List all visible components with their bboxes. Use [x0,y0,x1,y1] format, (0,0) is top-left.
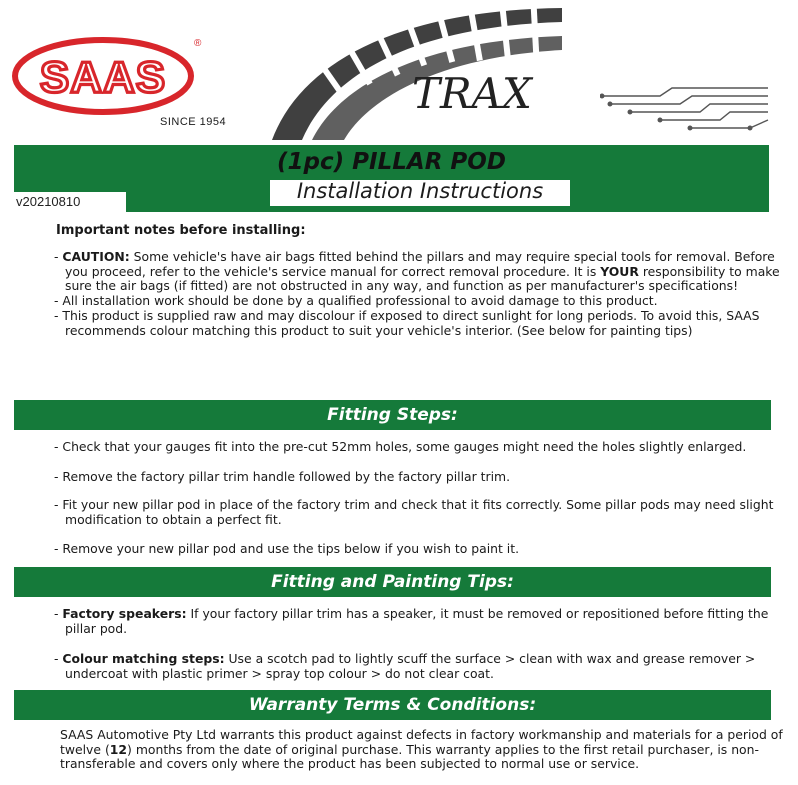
version-code: v20210810 [14,192,126,212]
circuit-lines-graphic [600,82,770,142]
tyre-track-graphic [262,0,562,145]
document-subtitle: Installation Instructions [296,179,544,203]
warranty-banner: Warranty Terms & Conditions: [14,690,771,720]
saas-logo [10,34,210,118]
registered-mark: ® [194,38,202,49]
painting-tips-banner: Fitting and Painting Tips: [14,567,771,597]
brand-wordmark: SAAS [39,53,167,102]
note-professional: - All installation work should be done by a qualified professional to avoid damage to this product. [54,293,658,308]
fitting-steps-banner: Fitting Steps: [14,400,771,430]
note-discolour: - This product is supplied raw and may discolour if exposed to direct sunlight for long periods. To avoid this, SAAS recommends colour matching this product to suit your vehicle's interior. (See below for painting tips) [54,308,760,338]
since-label: SINCE 1954 [160,116,227,128]
tip-factory-speakers: - Factory speakers: If your factory pillar trim has a speaker, it must be removed or repositioned before fitting the pillar pod. [54,606,769,636]
tip-colour-matching: - Colour matching steps: Use a scotch pad to lightly scuff the surface > clean with wax and grease remover > undercoat with plastic primer > spray top colour > do not clear coat. [54,651,756,681]
step-remove-trim: - Remove the factory pillar trim handle followed by the factory pillar trim. [54,469,511,484]
product-title: (1pc) PILLAR POD [277,149,506,175]
note-caution: - CAUTION: Some vehicle's have air bags fitted behind the pillars and may require special tools for removal. Before you proceed, refer to the vehicle's service manual for correct removal procedure. It is YOUR responsibility to make sure the air bags (if fitted) are not obstructed in any way, and function as per manufacturer's specifications! [54,249,780,293]
warranty-text: SAAS Automotive Pty Ltd warrants this product against defects in factory workmanship and materials for a period of twelve (12) months from the date of original purchase. This warranty applies to the first retail purchaser, is non- transferable and covers only where the product has been subjected to normal use or service. [60,727,783,771]
title-banner [14,145,769,212]
step-fit-pod: - Fit your new pillar pod in place of the factory trim and check that it fits correctly. Some pillar pods may need slight modification to obtain a perfect fit. [54,497,774,527]
trax-wordmark: TRAX [412,69,532,118]
step-check-gauges: - Check that your gauges fit into the pre-cut 52mm holes, some gauges might need the holes slightly enlarged. [54,439,747,454]
step-remove-pod: - Remove your new pillar pod and use the tips below if you wish to paint it. [54,541,520,556]
notes-heading: Important notes before installing: [56,223,306,238]
